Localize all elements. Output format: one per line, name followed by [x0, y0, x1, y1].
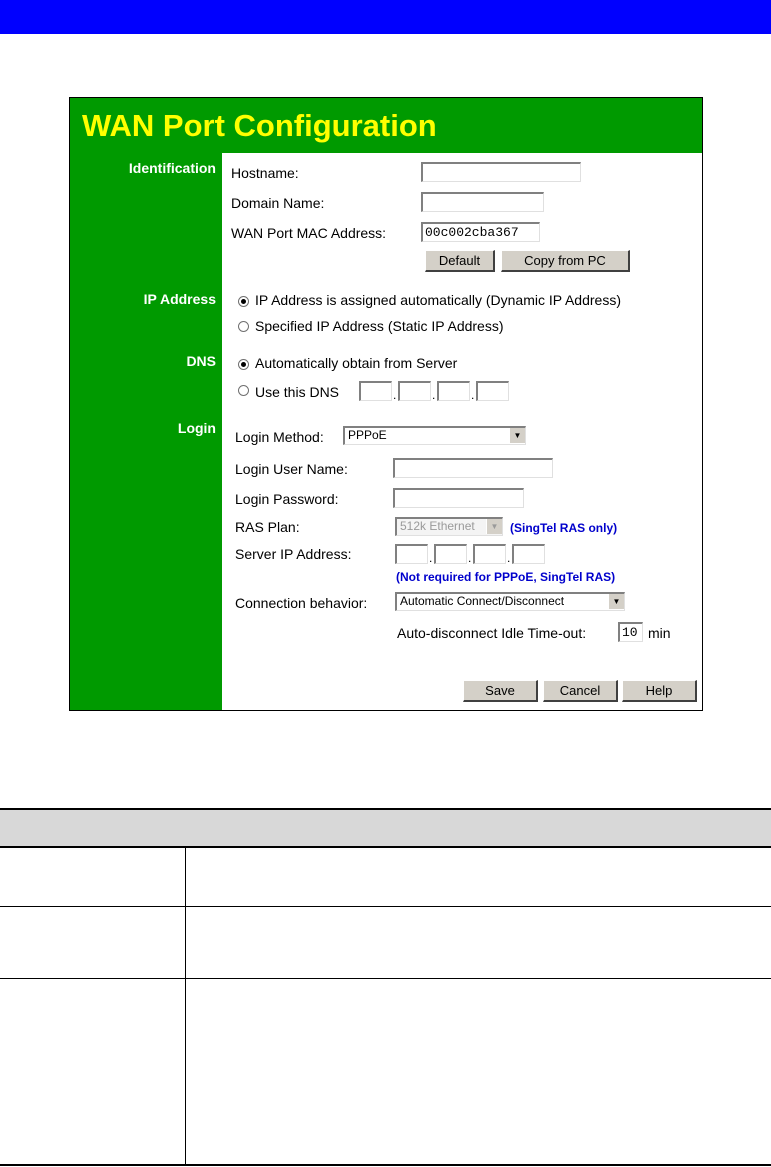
- mac-address-input[interactable]: 00c002cba367: [421, 222, 540, 242]
- ip-static-radio[interactable]: [238, 321, 249, 332]
- dns-octet-3-input[interactable]: [437, 381, 470, 401]
- section-label-login: Login: [177, 420, 216, 436]
- dns-octet-4-input[interactable]: [476, 381, 509, 401]
- domain-name-label: Domain Name:: [231, 195, 325, 211]
- table-column-divider: [185, 848, 186, 1165]
- connection-behavior-select[interactable]: [395, 592, 625, 611]
- table-header-rule: [0, 846, 771, 848]
- top-header-bar: [0, 0, 771, 34]
- chevron-down-icon: ▼: [608, 594, 624, 609]
- login-user-name-label: Login User Name:: [235, 461, 348, 477]
- help-button[interactable]: Help: [622, 680, 697, 702]
- default-button[interactable]: Default: [425, 250, 495, 272]
- description-table: [0, 808, 771, 1166]
- domain-name-input[interactable]: [421, 192, 544, 212]
- server-ip-separator: .: [429, 551, 433, 565]
- ip-static-label: Specified IP Address (Static IP Address): [255, 318, 504, 334]
- dns-octet-separator: .: [432, 388, 436, 402]
- dns-octet-separator: .: [471, 388, 475, 402]
- ras-plan-select[interactable]: [395, 517, 503, 536]
- section-label-identification: Identification: [128, 160, 216, 176]
- hostname-input[interactable]: [421, 162, 581, 182]
- save-button[interactable]: Save: [463, 680, 538, 702]
- wan-config-panel: [69, 97, 703, 711]
- page-title: WAN Port Configuration: [70, 98, 702, 153]
- hostname-label: Hostname:: [231, 165, 299, 181]
- login-user-name-input[interactable]: [393, 458, 553, 478]
- server-ip-label: Server IP Address:: [235, 546, 352, 562]
- server-ip-separator: .: [468, 551, 472, 565]
- ras-plan-label: RAS Plan:: [235, 519, 300, 535]
- dns-auto-radio[interactable]: [238, 359, 249, 370]
- table-bottom-rule: [0, 1164, 771, 1166]
- dns-octet-1-input[interactable]: [359, 381, 392, 401]
- ras-plan-note: (SingTel RAS only): [510, 521, 618, 535]
- login-password-input[interactable]: [393, 488, 524, 508]
- copy-from-pc-button[interactable]: Copy from PC: [501, 250, 630, 272]
- server-ip-octet-2-input[interactable]: [434, 544, 467, 564]
- table-row-divider: [0, 906, 771, 907]
- server-ip-octet-1-input[interactable]: [395, 544, 428, 564]
- connection-behavior-label: Connection behavior:: [235, 595, 368, 611]
- idle-timeout-unit: min: [648, 625, 671, 641]
- mac-address-label: WAN Port MAC Address:: [231, 225, 387, 241]
- chevron-down-icon: ▼: [509, 428, 525, 443]
- connection-behavior-value: Automatic Connect/Disconnect: [400, 594, 565, 608]
- table-header: [0, 810, 771, 846]
- table-row-divider: [0, 978, 771, 979]
- dns-octet-separator: .: [393, 388, 397, 402]
- login-method-value: PPPoE: [348, 428, 387, 442]
- server-ip-note: (Not required for PPPoE, SingTel RAS): [396, 570, 616, 584]
- cancel-button[interactable]: Cancel: [543, 680, 618, 702]
- ras-plan-value: 512k Ethernet: [400, 519, 475, 533]
- section-label-dns: DNS: [186, 353, 216, 369]
- dns-manual-label: Use this DNS: [255, 384, 340, 400]
- server-ip-octet-3-input[interactable]: [473, 544, 506, 564]
- dns-manual-radio[interactable]: [238, 385, 249, 396]
- server-ip-octet-4-input[interactable]: [512, 544, 545, 564]
- wan-config-form: [70, 98, 702, 710]
- login-method-select[interactable]: [343, 426, 526, 445]
- dns-octet-2-input[interactable]: [398, 381, 431, 401]
- login-method-label: Login Method:: [235, 429, 324, 445]
- ip-dynamic-radio[interactable]: [238, 296, 249, 307]
- server-ip-separator: .: [507, 551, 511, 565]
- idle-timeout-input[interactable]: 10: [618, 622, 643, 642]
- login-password-label: Login Password:: [235, 491, 339, 507]
- idle-timeout-label: Auto-disconnect Idle Time-out:: [397, 625, 587, 641]
- section-label-ip-address: IP Address: [143, 291, 216, 307]
- ip-dynamic-label: IP Address is assigned automatically (Dynamic IP Address): [255, 292, 621, 308]
- dns-auto-label: Automatically obtain from Server: [255, 355, 458, 371]
- chevron-down-icon: ▼: [486, 519, 502, 534]
